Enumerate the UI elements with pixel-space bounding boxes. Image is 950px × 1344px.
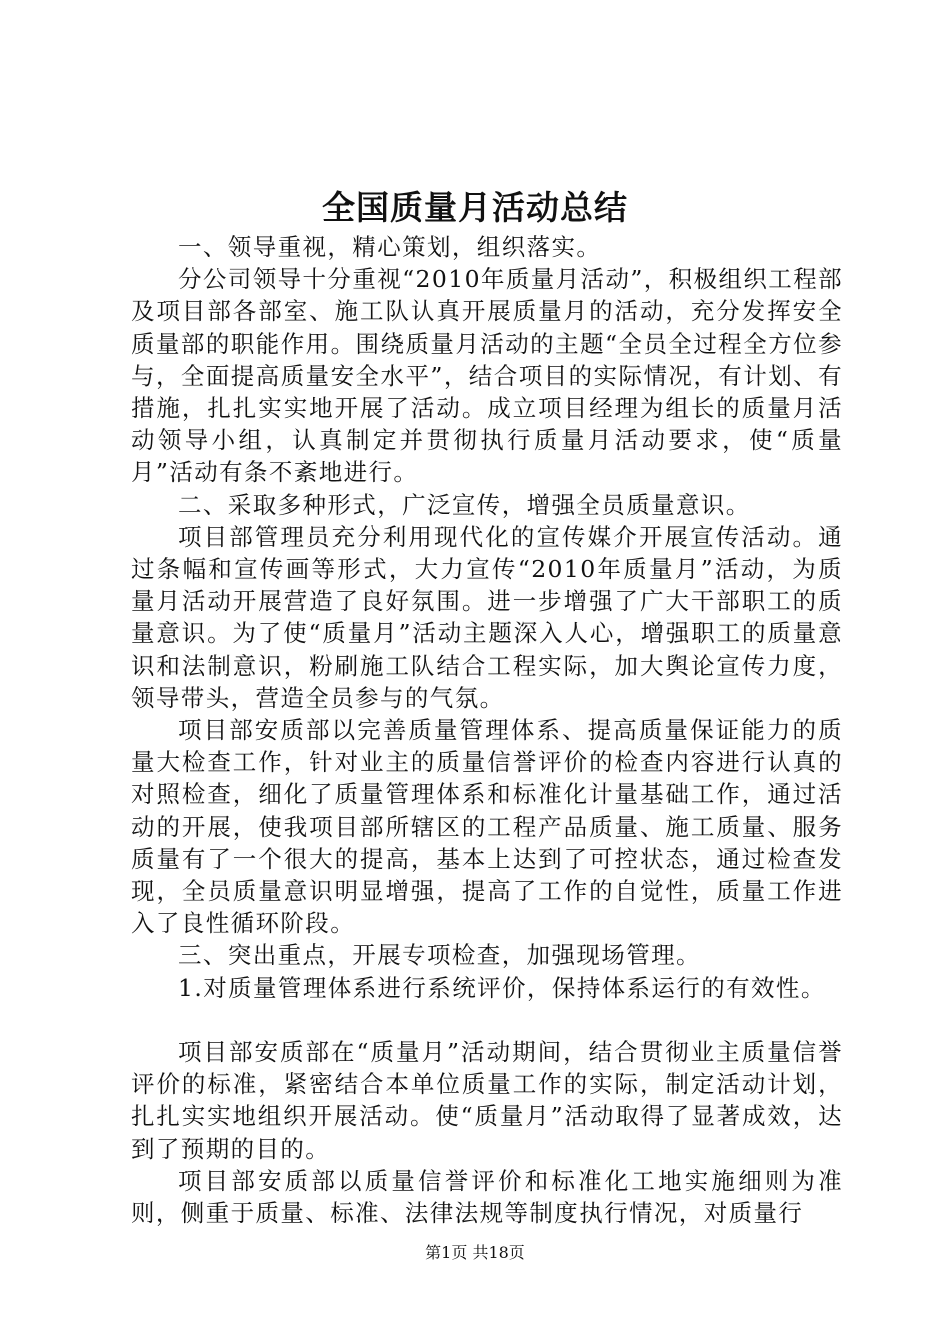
document-body <box>131 231 843 1229</box>
paragraph: 项目部安质部在“质量月”活动期间，结合贯彻业主质量信誉评价的标准，紧密结合本单位质量工作的实际，制定活动计划，扎扎实实地组织开展活动。使“质量月”活动取得了显著成效，达到了预期的目的。 <box>131 1038 843 1163</box>
blank-line <box>131 1004 843 1036</box>
paragraph: 项目部安质部以质量信誉评价和标准化工地实施细则为准则，侧重于质量、标准、法律法规等制度执行情况，对质量行 <box>131 1166 843 1228</box>
paragraph: 项目部管理员充分利用现代化的宣传媒介开展宣传活动。通过条幅和宣传画等形式，大力宣传“2010年质量月”活动，为质量月活动开展营造了良好氛围。进一步增强了广大干部职工的质量意识。为了使“质量月”活动主题深入人心，增强职工的质量意识和法制意识，粉刷施工队结合工程实际，加大舆论宣传力度，领导带头，营造全员参与的气氛。 <box>131 522 843 712</box>
section-heading-3: 三、突出重点，开展专项检查，加强现场管理。 <box>178 941 701 970</box>
paragraph: 分公司领导十分重视“2010年质量月活动”，积极组织工程部及项目部各部室、施工队认真开展质量月的活动，充分发挥安全质量部的职能作用。围绕质量月活动的主题“全员全过程全方位参与，全面提高质量安全水平”，结合项目的实际情况，有计划、有措施，扎扎实实地开展了活动。成立项目经理为组长的质量月活动领导小组，认真制定并贯彻执行质量月活动要求，使“质量月”活动有条不紊地进行。 <box>131 265 843 487</box>
section-heading-2: 二、采取多种形式，广泛宣传，增强全员质量意识。 <box>178 490 751 519</box>
section-heading-1: 一、领导重视，精心策划，组织落实。 <box>178 233 602 261</box>
document-title: 全国质量月活动总结 <box>322 188 628 227</box>
subsection-heading-1: 1.对质量管理体系进行系统评价，保持体系运行的有效性。 <box>178 973 826 1002</box>
paragraph: 项目部安质部以完善质量管理体系、提高质量保证能力的质量大检查工作，针对业主的质量信誉评价的检查内容进行认真的对照检查，细化了质量管理体系和标准化计量基础工作，通过活动的开展，使我项目部所辖区的工程产品质量、施工质量、服务质量有了一个很大的提高，基本上达到了可控状态，通过检查发现，全员质量意识明显增强，提高了工作的自觉性，质量工作进入了良性循环阶段。 <box>131 716 843 938</box>
page-footer: 第1页 共18页 <box>425 1243 525 1262</box>
